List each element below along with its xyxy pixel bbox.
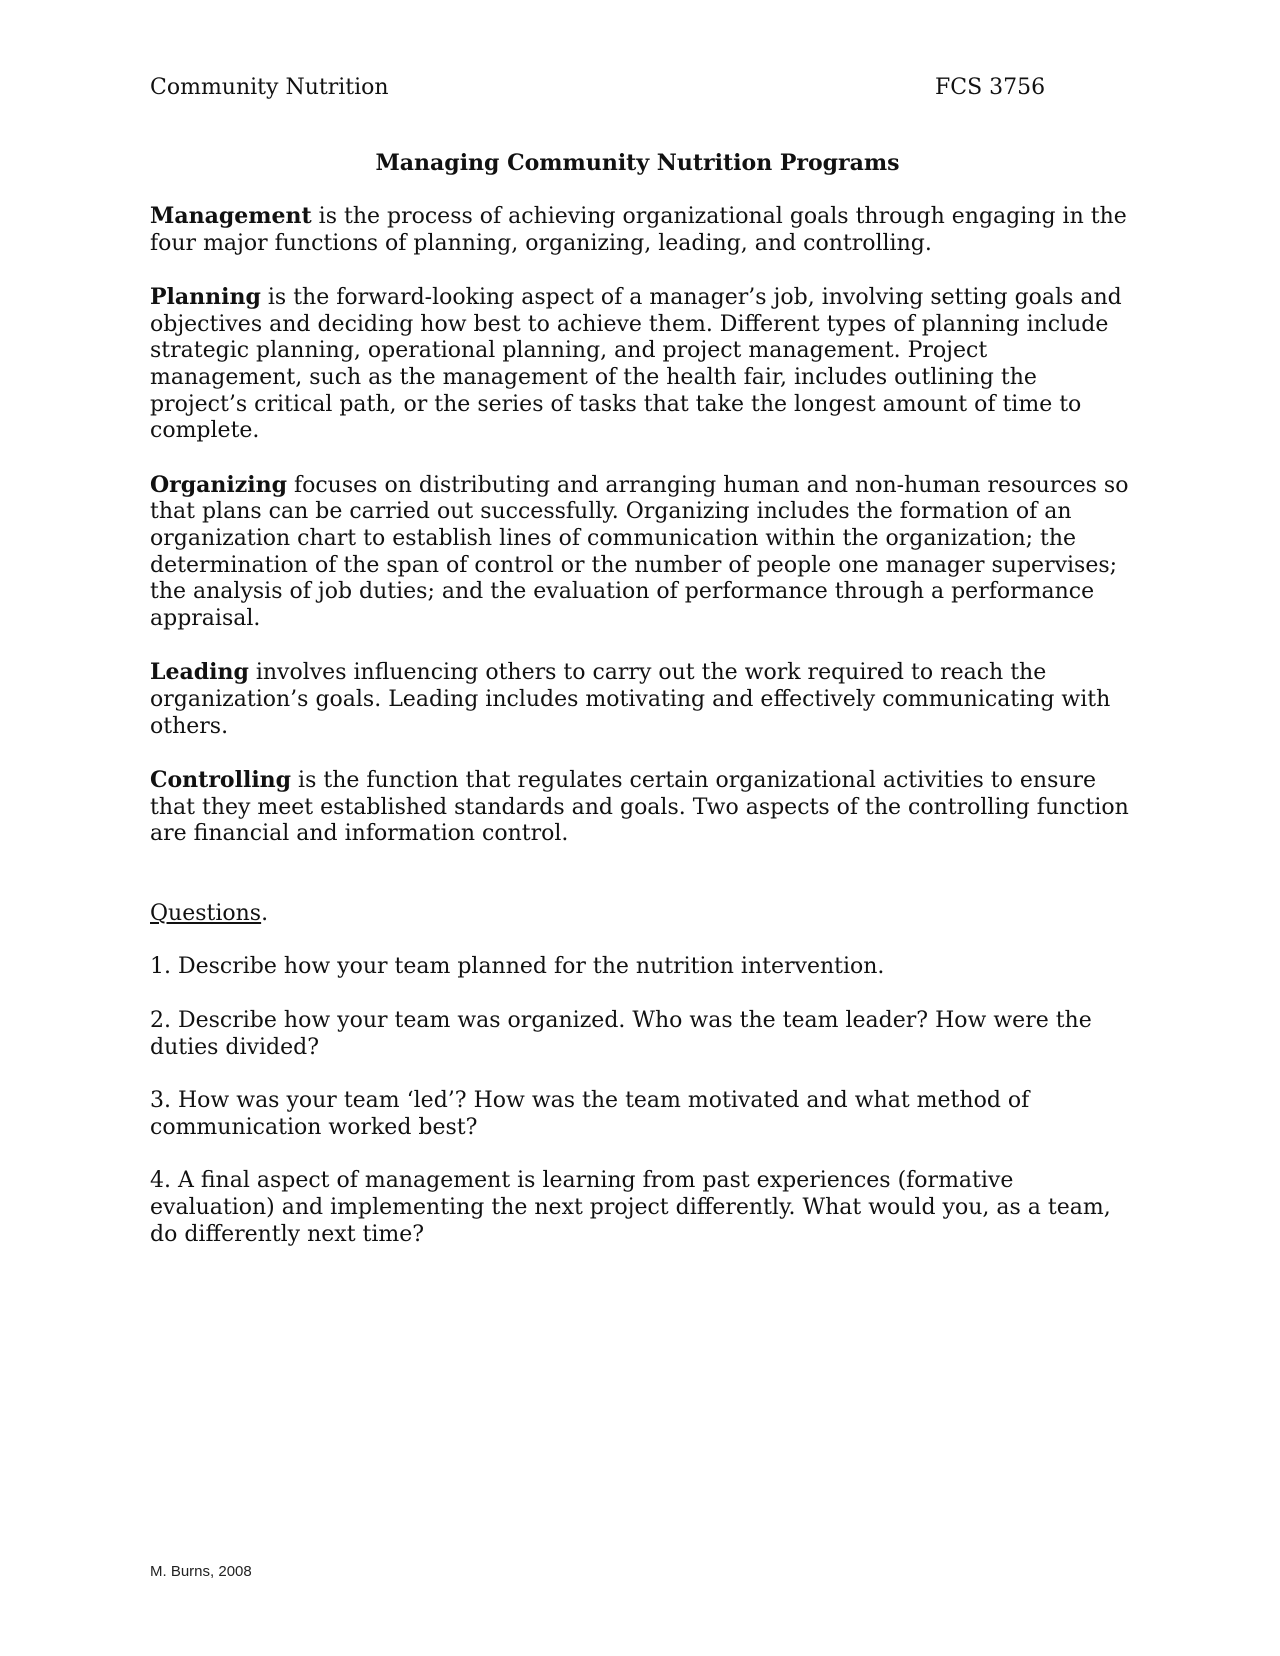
question-3: 3. How was your team ‘led’? How was the team motivated and what method of communication worked best? — [150, 1088, 1030, 1140]
term-planning: Planning — [150, 284, 261, 311]
term-controlling: Controlling — [150, 767, 292, 794]
term-leading: Leading — [150, 659, 249, 686]
questions-heading-period: . — [261, 900, 269, 926]
document-title: Managing Community Nutrition Programs — [375, 150, 900, 176]
document-body — [150, 203, 1130, 1275]
definition-controlling: is the function that regulates certain organizational activities to ensure that they meet established standards and goals. Two aspects of the controlling function are financial and information control. — [150, 768, 1129, 847]
paragraph-leading — [150, 659, 1130, 740]
definition-organizing: focuses on distributing and arranging human and non-human resources so that plans can be carried out successfully. Organizing includes the formation of an organization chart to establish lines of communication within the organization; the determination of the span of control or the number of people one manager supervises; the analysis of job duties; and the evaluation of performance through a performance appraisal. — [150, 472, 1129, 631]
term-management: Management — [150, 203, 312, 229]
paragraph-organizing — [150, 472, 1130, 633]
question-2: 2. Describe how your team was organized. Who was the team leader? How were the duties divided? — [150, 1008, 1092, 1060]
questions-heading-text: Questions — [150, 900, 262, 926]
definition-management: is the process of achieving organizational goals through engaging in the four major functions of planning, organizing, leading, and controlling. — [150, 204, 1127, 256]
page-footer: M. Burns, 2008 — [150, 1563, 252, 1580]
paragraph-management — [150, 203, 1130, 257]
definition-planning: is the forward-looking aspect of a manager’s job, involving setting goals and objectives and deciding how best to achieve them. Different types of planning include strategic planning, operational planning, and project management. Project management, such as the management of the health fair, includes outlining the project’s critical path, or the series of tasks that take the longest amount of time to complete. — [150, 285, 1122, 444]
course-name: Community Nutrition — [150, 75, 389, 100]
term-organizing: Organizing — [150, 471, 287, 498]
question-4: 4. A final aspect of management is learning from past experiences (formative evaluation) and implementing the next project differently. What would you, as a team, do differently next time? — [150, 1168, 1111, 1247]
paragraph-planning — [150, 284, 1130, 445]
course-code: FCS 3756 — [935, 75, 1046, 100]
questions-heading — [150, 901, 1130, 928]
definition-leading: involves influencing others to carry out the work required to reach the organization’s goals. Leading includes motivating and effectively communicating with others. — [150, 660, 1111, 739]
question-1: 1. Describe how your team planned for the nutrition intervention. — [150, 954, 885, 980]
paragraph-controlling — [150, 767, 1130, 848]
